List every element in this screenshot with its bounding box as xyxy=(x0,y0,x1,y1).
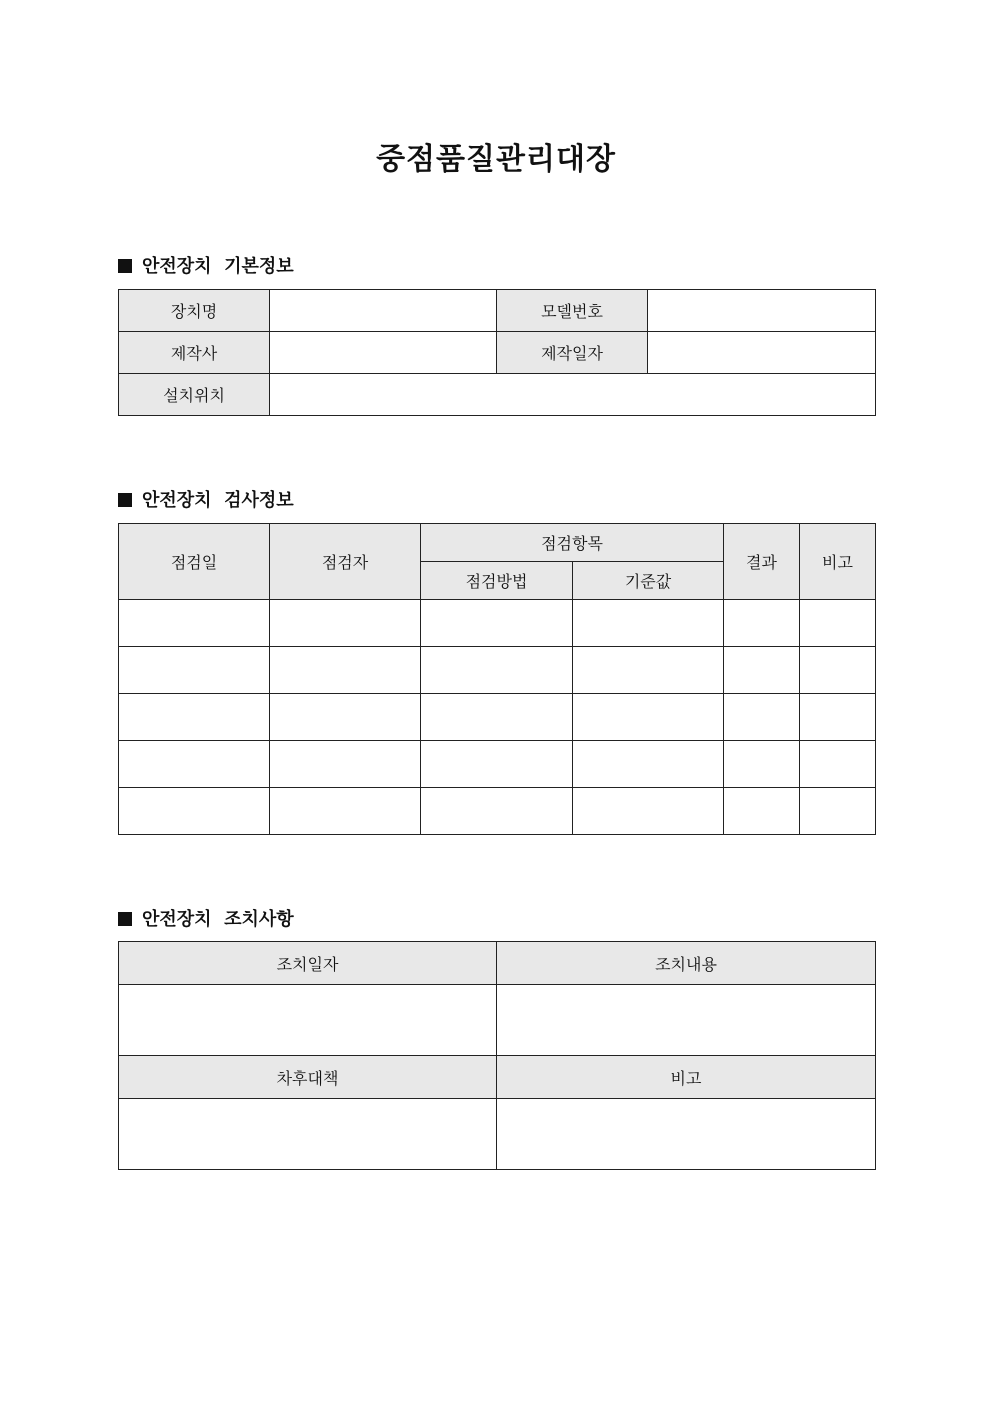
inspection-method-header: 점검방법 xyxy=(421,562,573,600)
action-date-field[interactable] xyxy=(119,985,497,1056)
table-row xyxy=(119,374,876,416)
inspection-date-cell[interactable] xyxy=(119,694,270,741)
remarks-cell[interactable] xyxy=(800,600,876,647)
table-header-row xyxy=(119,942,876,985)
section-heading-actions xyxy=(118,905,294,931)
section-heading-inspection-info-text: 안전장치 검사정보 xyxy=(142,490,294,511)
inspection-method-cell[interactable] xyxy=(421,788,573,835)
standard-value-header: 기준값 xyxy=(573,562,724,600)
install-location-field[interactable] xyxy=(270,374,876,416)
inspection-info-table xyxy=(118,523,876,835)
manufacture-date-field[interactable] xyxy=(648,332,876,374)
result-cell[interactable] xyxy=(724,788,800,835)
section-heading-basic-info-text: 안전장치 기본정보 xyxy=(142,256,294,277)
actions-table xyxy=(118,941,876,1170)
inspection-method-cell[interactable] xyxy=(421,694,573,741)
table-row xyxy=(119,694,876,741)
inspector-cell[interactable] xyxy=(270,600,421,647)
inspector-cell[interactable] xyxy=(270,694,421,741)
table-row xyxy=(119,1099,876,1170)
result-cell[interactable] xyxy=(724,600,800,647)
standard-value-cell[interactable] xyxy=(573,600,724,647)
square-bullet-icon xyxy=(118,259,132,273)
table-header-row xyxy=(119,1056,876,1099)
follow-up-measures-label: 차후대책 xyxy=(119,1056,497,1099)
square-bullet-icon xyxy=(118,493,132,507)
inspector-cell[interactable] xyxy=(270,647,421,694)
install-location-label: 설치위치 xyxy=(119,374,270,416)
inspection-method-cell[interactable] xyxy=(421,647,573,694)
action-date-label: 조치일자 xyxy=(119,942,497,985)
remarks-label: 비고 xyxy=(497,1056,876,1099)
result-cell[interactable] xyxy=(724,647,800,694)
manufacturer-field[interactable] xyxy=(270,332,497,374)
standard-value-cell[interactable] xyxy=(573,741,724,788)
remarks-cell[interactable] xyxy=(800,694,876,741)
result-cell[interactable] xyxy=(724,741,800,788)
inspection-date-cell[interactable] xyxy=(119,647,270,694)
inspector-cell[interactable] xyxy=(270,788,421,835)
follow-up-measures-field[interactable] xyxy=(119,1099,497,1170)
manufacture-date-label: 제작일자 xyxy=(497,332,648,374)
inspection-date-header: 점검일 xyxy=(119,524,270,600)
model-number-field[interactable] xyxy=(648,290,876,332)
remarks-cell[interactable] xyxy=(800,788,876,835)
manufacturer-label: 제작사 xyxy=(119,332,270,374)
inspection-date-cell[interactable] xyxy=(119,600,270,647)
inspection-method-cell[interactable] xyxy=(421,741,573,788)
section-heading-actions-text: 안전장치 조치사항 xyxy=(142,909,294,930)
table-row xyxy=(119,600,876,647)
result-header: 결과 xyxy=(724,524,800,600)
remarks-header: 비고 xyxy=(800,524,876,600)
action-content-label: 조치내용 xyxy=(497,942,876,985)
table-row xyxy=(119,788,876,835)
section-heading-basic-info xyxy=(118,252,294,278)
inspector-cell[interactable] xyxy=(270,741,421,788)
remarks-field[interactable] xyxy=(497,1099,876,1170)
table-row xyxy=(119,647,876,694)
square-bullet-icon xyxy=(118,912,132,926)
action-content-field[interactable] xyxy=(497,985,876,1056)
table-row xyxy=(119,985,876,1056)
inspection-items-header: 점검항목 xyxy=(421,524,724,562)
inspection-date-cell[interactable] xyxy=(119,741,270,788)
inspection-method-cell[interactable] xyxy=(421,600,573,647)
table-row xyxy=(119,741,876,788)
standard-value-cell[interactable] xyxy=(573,647,724,694)
model-number-label: 모델번호 xyxy=(497,290,648,332)
standard-value-cell[interactable] xyxy=(573,694,724,741)
inspection-date-cell[interactable] xyxy=(119,788,270,835)
basic-info-table xyxy=(118,289,876,416)
table-row xyxy=(119,290,876,332)
result-cell[interactable] xyxy=(724,694,800,741)
remarks-cell[interactable] xyxy=(800,647,876,694)
document-title: 중점품질관리대장 xyxy=(376,142,616,177)
standard-value-cell[interactable] xyxy=(573,788,724,835)
table-row xyxy=(119,332,876,374)
device-name-label: 장치명 xyxy=(119,290,270,332)
table-header-row xyxy=(119,524,876,562)
inspector-header: 점검자 xyxy=(270,524,421,600)
remarks-cell[interactable] xyxy=(800,741,876,788)
section-heading-inspection-info xyxy=(118,486,294,512)
device-name-field[interactable] xyxy=(270,290,497,332)
